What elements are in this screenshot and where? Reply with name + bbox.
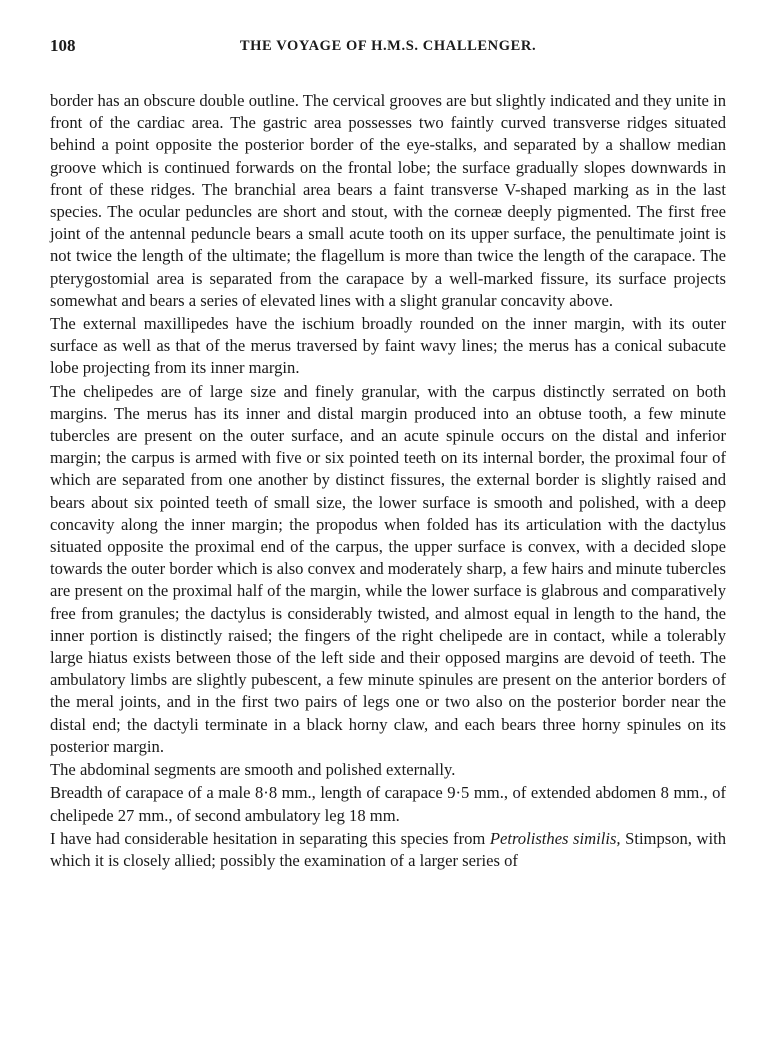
running-head [50,36,726,62]
comparison-text-after: Stimpson, with which it is closely allied; possibly the examination of a larger series of [50,828,727,870]
species-name: Petrolisthes similis, [489,828,621,848]
paragraph-comparison [50,828,726,872]
paragraph-abdominal-segments: The abdominal segments are smooth and polished externally. [50,760,456,780]
paragraph-carapace-description: border has an obscure double outline. The cervical grooves are but slightly indicated and they unite in front of the cardiac area. The gastric area possesses two faintly curved transverse ridges situated behind a point opposite the posterior border of the eye-stalks, and separated by a shallow median groove which is continued forwards on the frontal lobe; the surface gradually slopes downwards in front of these ridges. The branchial area bears a faint transverse V-shaped marking as in the last species. The ocular peduncles are short and stout, with the corneæ deeply pigmented. The first free joint of the antennal peduncle bears a small acute tooth on its upper surface, the penultimate joint is not twice the length of the ultimate; the flagellum is more than twice the length of the carapace. The pterygostomial area is separated from the carapace by a well-marked fissure, its surface projects somewhat and bears a series of elevated lines with a slight granular concavity above. [50,91,726,310]
comparison-text-before: I have had considerable hesitation in separating this species from [50,828,490,848]
page-number: 108 [50,36,76,55]
paragraph-measurements: Breadth of carapace of a male 8·8 mm., length of carapace 9·5 mm., of extended abdomen 8 mm., of chelipede 27 mm., of second ambulatory leg 18 mm. [50,783,726,825]
paragraph-maxillipedes: The external maxillipedes have the ischium broadly rounded on the inner margin, with its outer surface as well as that of the merus traversed by faint wavy lines; the merus has a conical subacute lobe projecting from its inner margin. [50,314,726,378]
body-text [50,90,726,872]
running-title: THE VOYAGE OF H.M.S. CHALLENGER. [239,38,537,54]
document-page [50,36,726,872]
paragraph-chelipedes: The chelipedes are of large size and finely granular, with the carpus distinctly serrated on both margins. The merus has its inner and distal margin produced into an obtuse tooth, a few minute tubercles are present on the outer surface, and an acute spinule occurs on the distal and inferior margin; the carpus is armed with five or six pointed teeth on its internal border, the proximal four of which are separated from one another by distinct fissures, the external border is slightly raised and bears about six pointed teeth of small size, the lower surface is smooth and polished, with a deep concavity along the inner margin; the propodus when folded has its articulation with the dactylus situated opposite the proximal end of the carpus, the upper surface is convex, with a decided slope towards the outer border which is also convex and moderately sharp, a few hairs and minute tubercles are present on the proximal half of the margin, while the lower surface is glabrous and comparatively free from granules; the dactylus is considerably twisted, and almost equal in length to the hand, the inner portion is distinctly raised; the fingers of the right chelipede are in contact, while a tolerably large hiatus exists between those of the left side and their opposed margins are devoid of teeth. The ambulatory limbs are slightly pubescent, a few minute spinules are present on the anterior borders of the meral joints, and in the first two pairs of legs one or two also on the posterior border near the distal end; the dactyli terminate in a black horny claw, and each bears three horny spinules on its posterior margin. [50,381,726,756]
